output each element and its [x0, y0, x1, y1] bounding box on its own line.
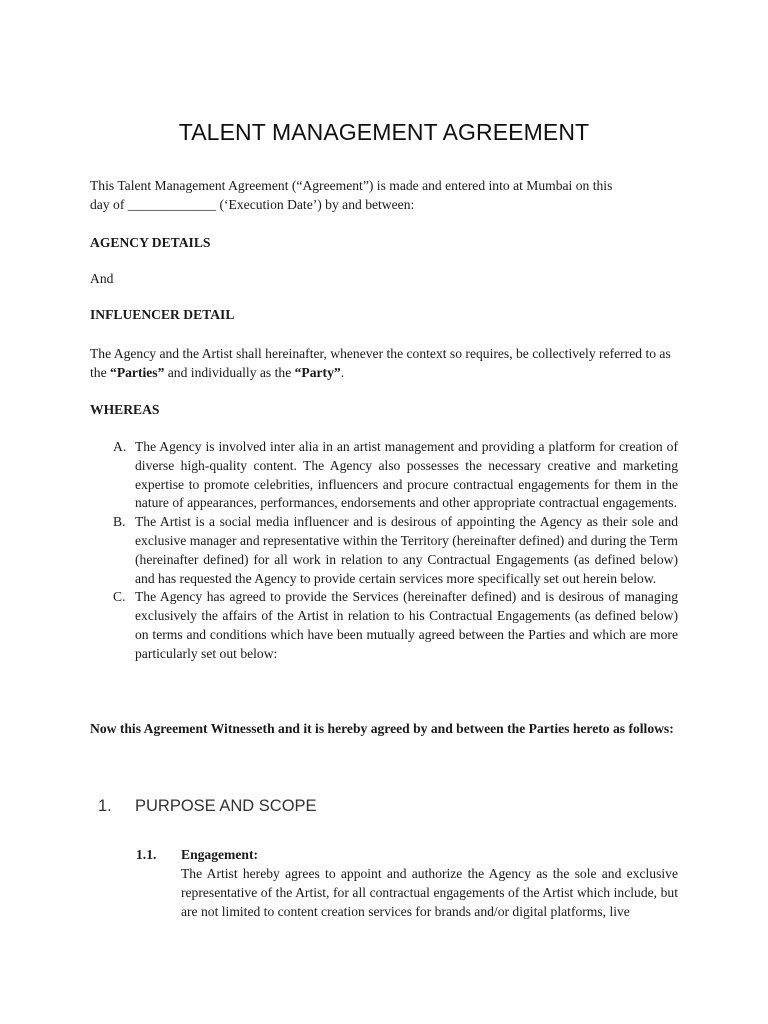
clause-1-1: [136, 845, 678, 921]
parties-text-start: The Agency and the Artist shall hereinafter, whenever the context so requires, be collectively referred to as the: [90, 346, 671, 380]
agency-details-heading: AGENCY DETAILS: [90, 235, 211, 250]
section-title: PURPOSE AND SCOPE: [135, 797, 317, 815]
parties-text-end: .: [340, 365, 345, 380]
witness-clause: Now this Agreement Witnesseth and it is hereby agreed by and between the Parties hereto as follows:: [90, 721, 674, 736]
parties-term: “Parties”: [110, 365, 165, 380]
influencer-detail-heading: INFLUENCER DETAIL: [90, 307, 235, 322]
whereas-heading: WHEREAS: [90, 402, 160, 417]
document-title: TALENT MANAGEMENT AGREEMENT: [178, 119, 590, 145]
recital-text: The Agency is involved inter alia in an artist management and providing a platform for creation of diverse high-quality content. The Agency also possesses the necessary creative and marketing expertise to promote celebrities, influencers and procure contractual engagements for them in the nature of appearances, performances, endorsements and other appropriate contractual engagements.: [135, 439, 678, 511]
party-term: “Party”: [294, 365, 341, 380]
recital-item: [113, 438, 678, 513]
clause-text: The Artist hereby agrees to appoint and authorize the Agency as the sole and exclusive representative of the Artist, for all contractual engagements of the Artist which include, but are not limited to content creation services for brands and/or digital platforms, live: [181, 866, 678, 919]
parties-paragraph: [90, 344, 678, 382]
recital-text: The Artist is a social media influencer and is desirous of appointing the Agency as their sole and exclusive manager and representative within the Territory (hereinafter defined) and during the Term (hereinafter defined) for all work in relation to any Contractual Engagements (as defined below) and has requested the Agency to provide certain services more specifically set out herein below.: [135, 514, 678, 586]
intro-line-1: This Talent Management Agreement (“Agreement”) is made and entered into at Mumbai on this: [90, 178, 613, 193]
intro-line-2: day of _____________ (‘Execution Date’) by and between:: [90, 197, 415, 212]
recital-letter: B.: [113, 514, 126, 530]
clause-title: Engagement:: [181, 847, 259, 862]
and-text: And: [90, 271, 114, 286]
section-number: 1.: [98, 797, 112, 815]
recital-item: [113, 513, 678, 588]
parties-text-mid: and individually as the: [164, 365, 295, 380]
clause-body: [181, 845, 678, 921]
recital-letter: A.: [113, 439, 127, 454]
clause-number: 1.1.: [136, 847, 157, 862]
recital-item: [113, 588, 678, 663]
recitals-list: [113, 438, 678, 664]
recital-text: The Agency has agreed to provide the Services (hereinafter defined) and is desirous of managing exclusively the affairs of the Artist in relation to his Contractual Engagements (as defined below) on terms and conditions which have been mutually agreed between the Parties and which are more particularly set out below:: [135, 589, 678, 661]
intro-paragraph: [90, 176, 678, 214]
recital-letter: C.: [113, 589, 126, 605]
section-heading: [98, 797, 317, 816]
